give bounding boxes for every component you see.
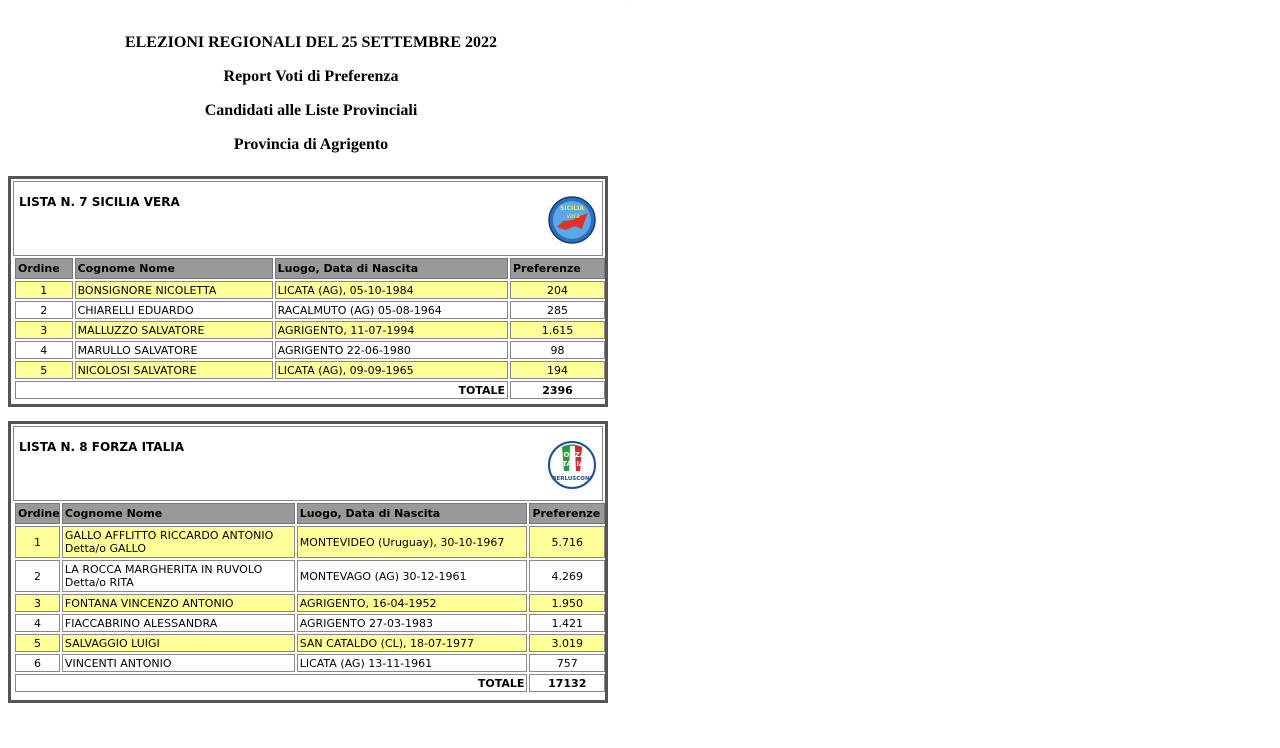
cell-ordine: 4 [15,341,73,359]
table-row [15,341,605,359]
list-title: LISTA N. 7 SICILIA VERA [19,195,180,209]
cell-preferenze: 1.421 [529,614,605,632]
list-block-8 [8,421,608,703]
cell-ordine: 6 [15,654,60,672]
cell-nome [62,560,295,592]
cell-luogo: LICATA (AG) 13-11-1961 [297,654,528,672]
logo-lettering: BERLUSCONI [552,476,592,482]
list-block-7 [8,176,608,407]
cell-preferenze: 285 [510,301,605,319]
col-preferenze: Preferenze [510,258,605,279]
total-value: 17132 [529,674,605,692]
cell-preferenze: 4.269 [529,560,605,592]
cell-ordine: 5 [15,634,60,652]
cell-preferenze: 5.716 [529,526,605,558]
stray-dot [624,3,625,4]
cell-nome [62,526,295,558]
table-row [15,594,605,612]
cell-preferenze: 3.019 [529,634,605,652]
cell-preferenze: 204 [510,281,605,299]
sicilia-vera-logo-icon [548,196,596,244]
total-row [15,674,605,692]
report-province: Provincia di Agrigento [233,136,389,153]
cell-nome: VINCENTI ANTONIO [62,654,295,672]
col-ordine: Ordine [15,503,60,524]
list-title-box [13,181,603,256]
cell-ordine: 1 [15,281,73,299]
logo-lettering: Vera [566,213,580,220]
table-row [15,361,605,379]
col-nome: Cognome Nome [75,258,273,279]
list-title-box [13,426,603,501]
candidate-name: GALLO AFFLITTO RICCARDO ANTONIO [64,529,274,542]
logo-lettering: FORZA [558,451,586,459]
table-row [15,281,605,299]
table-header-row [15,503,605,524]
cell-preferenze: 194 [510,361,605,379]
cell-preferenze: 1.950 [529,594,605,612]
report-subtitle: Report Voti di Preferenza [223,68,399,85]
col-nome: Cognome Nome [62,503,295,524]
cell-luogo: LICATA (AG), 09-09-1965 [275,361,508,379]
col-luogo: Luogo, Data di Nascita [275,258,508,279]
cell-preferenze: 1.615 [510,321,605,339]
candidates-table [13,256,607,401]
cell-nome: FIACCABRINO ALESSANDRA [62,614,295,632]
cell-luogo: MONTEVAGO (AG) 30-12-1961 [297,560,528,592]
candidate-alias: Detta/o RITA [64,576,134,589]
total-label: TOTALE [15,674,527,692]
cell-nome: CHIARELLI EDUARDO [75,301,273,319]
cell-nome: BONSIGNORE NICOLETTA [75,281,273,299]
total-row [15,381,605,399]
cell-luogo: AGRIGENTO, 11-07-1994 [275,321,508,339]
col-ordine: Ordine [15,258,73,279]
table-row [15,301,605,319]
cell-ordine: 2 [15,301,73,319]
cell-nome: MALLUZZO SALVATORE [75,321,273,339]
total-value: 2396 [510,381,605,399]
cell-luogo: AGRIGENTO 27-03-1983 [297,614,528,632]
table-header-row [15,258,605,279]
forza-italia-logo-icon [548,441,596,489]
cell-luogo: LICATA (AG), 05-10-1984 [275,281,508,299]
cell-preferenze: 98 [510,341,605,359]
list-title: LISTA N. 8 FORZA ITALIA [19,440,184,454]
logo-lettering: ITALIA [559,460,585,468]
table-row [15,321,605,339]
table-row [15,526,605,558]
cell-nome: MARULLO SALVATORE [75,341,273,359]
table-row [15,634,605,652]
cell-ordine: 5 [15,361,73,379]
col-preferenze: Preferenze [529,503,605,524]
cell-nome: NICOLOSI SALVATORE [75,361,273,379]
cell-ordine: 1 [15,526,60,558]
cell-luogo: AGRIGENTO, 16-04-1952 [297,594,528,612]
table-row [15,654,605,672]
report-title: ELEZIONI REGIONALI DEL 25 SETTEMBRE 2022 [124,34,498,51]
cell-ordine: 2 [15,560,60,592]
report-section: Candidati alle Liste Provinciali [204,102,418,119]
cell-ordine: 4 [15,614,60,632]
candidate-alias: Detta/o GALLO [64,542,147,555]
cell-luogo: SAN CATALDO (CL), 18-07-1977 [297,634,528,652]
candidates-table [13,501,607,694]
cell-ordine: 3 [15,594,60,612]
cell-preferenze: 757 [529,654,605,672]
col-luogo: Luogo, Data di Nascita [297,503,528,524]
total-label: TOTALE [15,381,508,399]
table-row [15,614,605,632]
cell-luogo: MONTEVIDEO (Uruguay), 30-10-1967 [297,526,528,558]
cell-nome: FONTANA VINCENZO ANTONIO [62,594,295,612]
logo-lettering: SICILIA [560,205,584,212]
cell-luogo: AGRIGENTO 22-06-1980 [275,341,508,359]
table-row [15,560,605,592]
candidate-name: LA ROCCA MARGHERITA IN RUVOLO [64,563,263,576]
cell-ordine: 3 [15,321,73,339]
cell-nome: SALVAGGIO LUIGI [62,634,295,652]
cell-luogo: RACALMUTO (AG) 05-08-1964 [275,301,508,319]
